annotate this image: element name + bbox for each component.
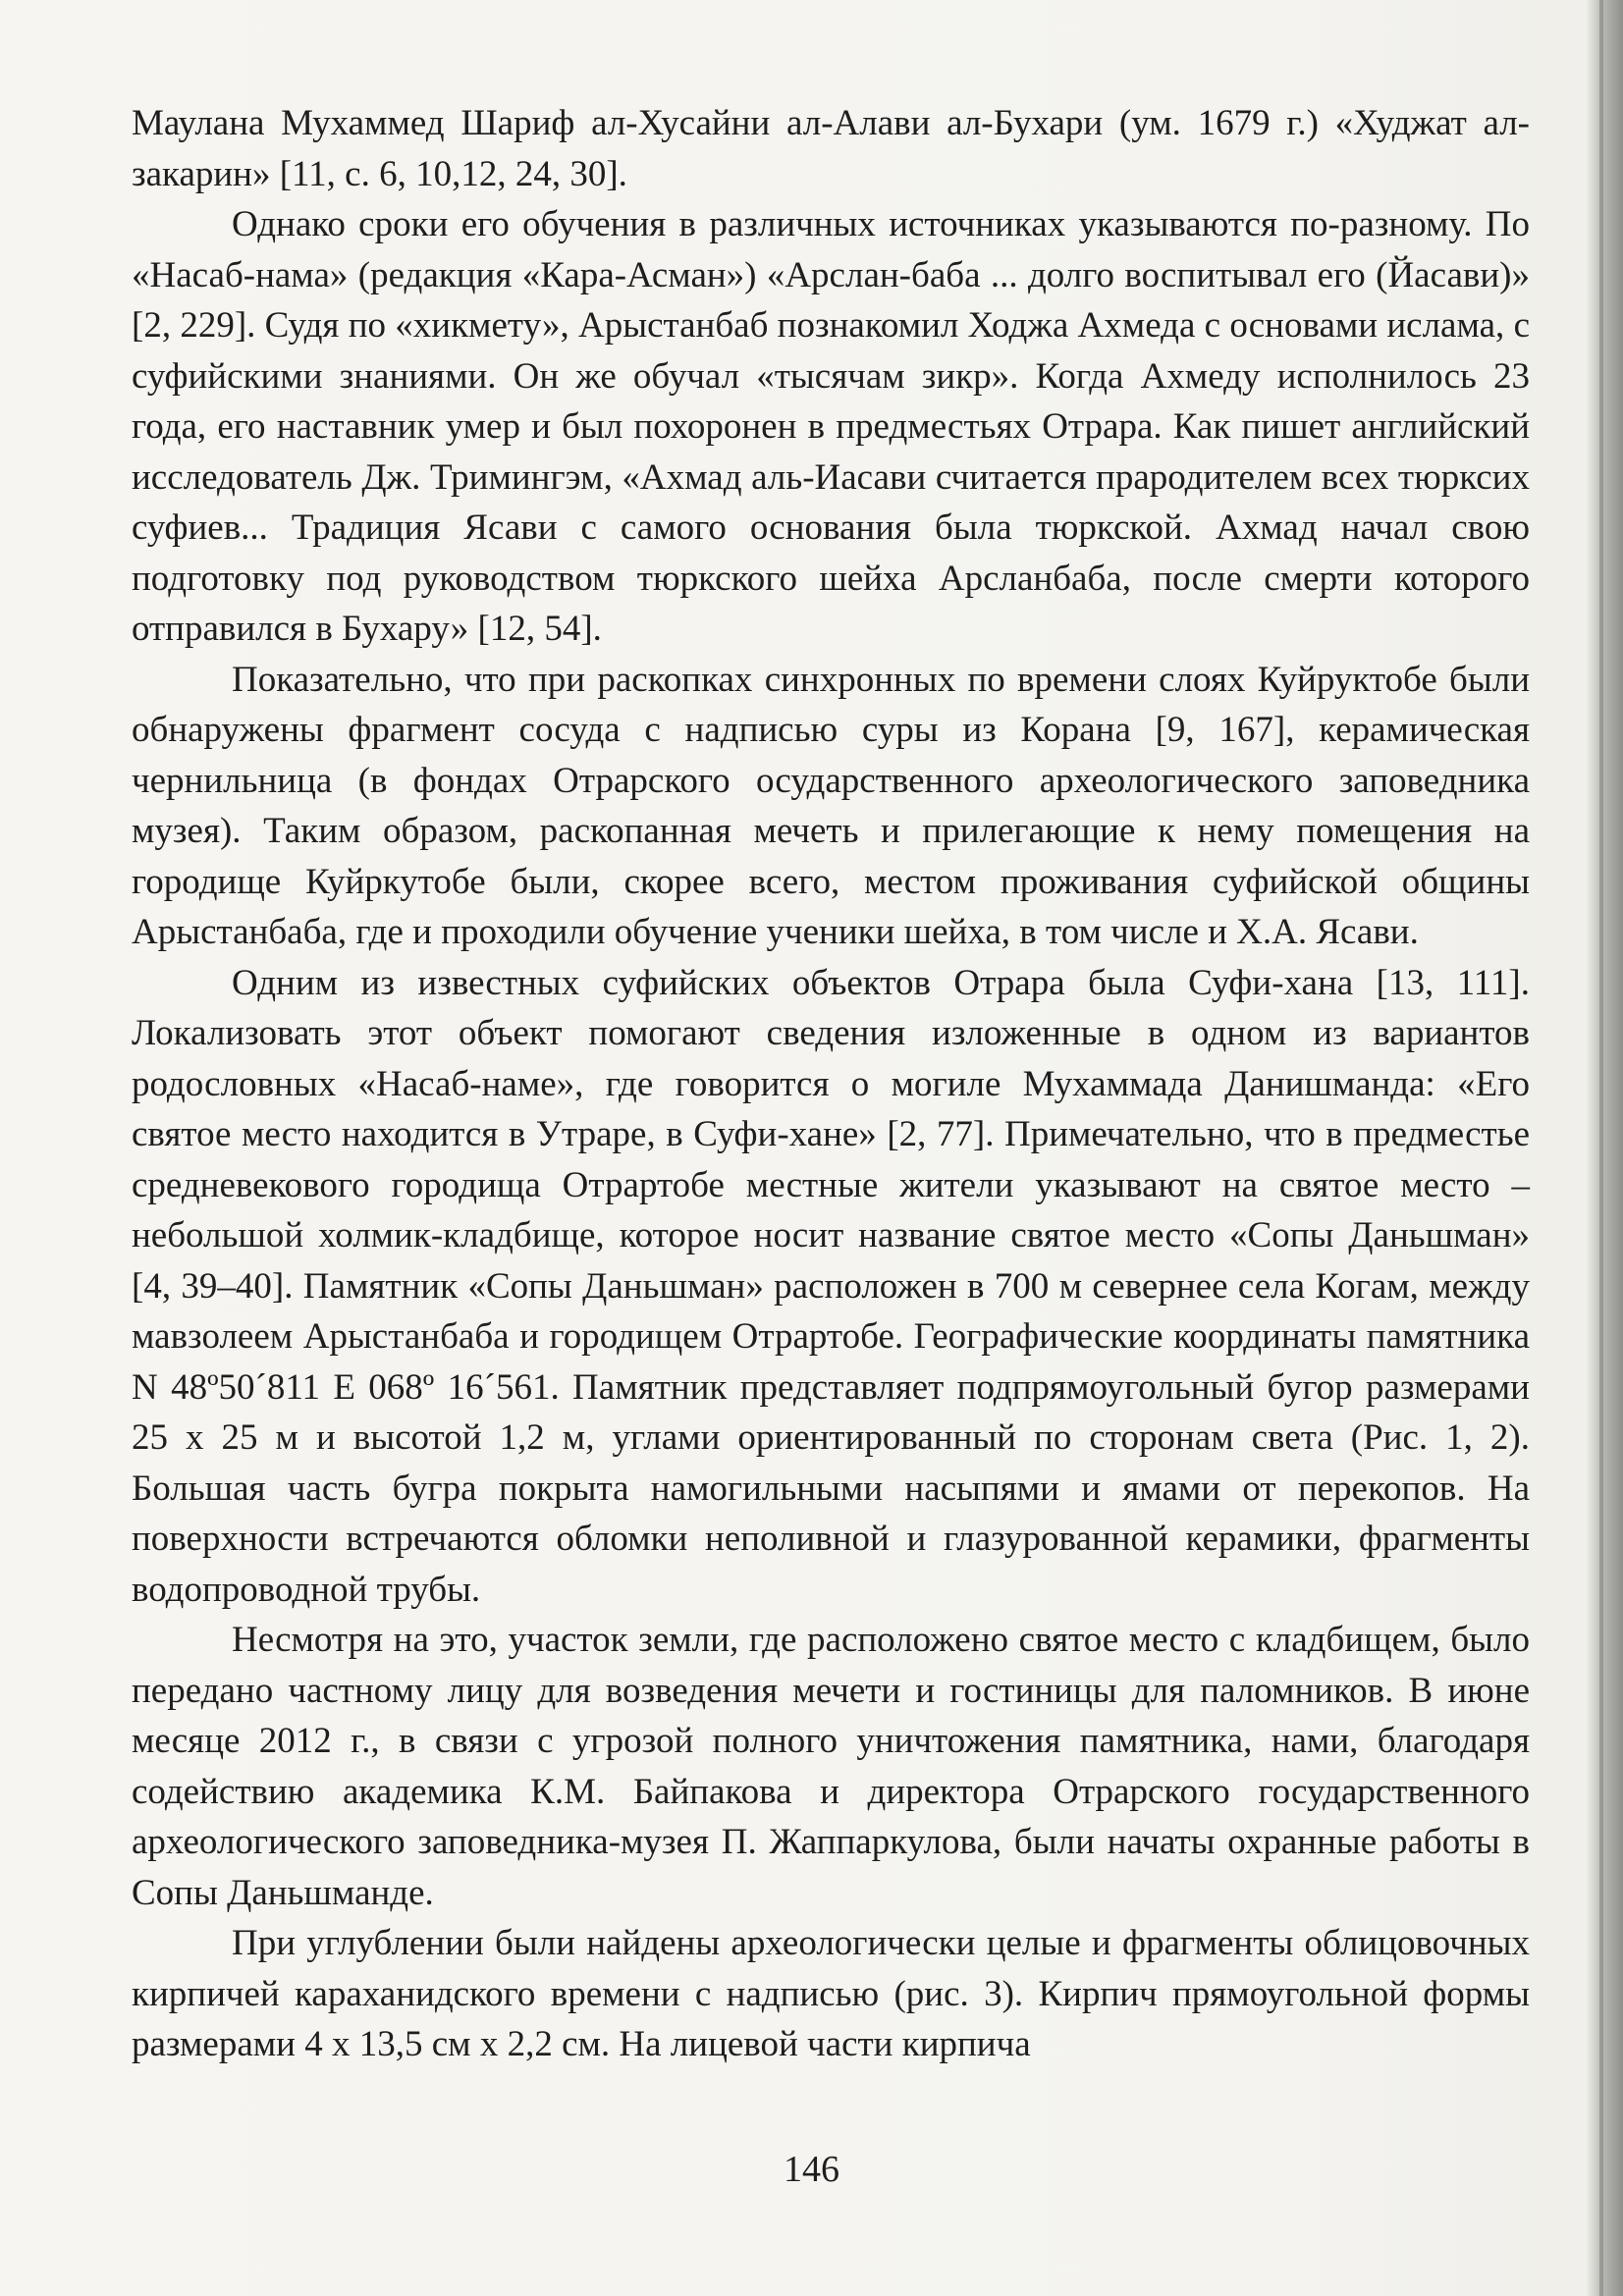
paragraph-5: Несмотря на это, участок земли, где расположено святое место с кладбищем, было передано частному лицу для возведения мечети и гостиницы для паломников. В июне месяце 2012 г., в связи с угрозой полного уничтожения памятника, нами, благодаря содействию академика К.М. Байпакова и директора Отрарского государственного археологического заповедника-музея П. Жаппаркулова, были начаты охранные работы в Сопы Даньшманде. — [132, 1620, 1530, 1913]
paragraph-4: Одним из известных суфийских объектов Отрара была Суфи-хана [13, 111]. Локализовать этот объект помогают сведения изложенные в одном из вариантов родословных «Насаб-наме», где говорится о могиле Мухаммада Данишманда: «Его святое место находится в Утраре, в Суфи-хане» [2, 77]. Примечательно, что в предместье средневекового городища Отрартобе местные жители указывают на святое место – небольшой холмик-кладбище, которое носит название святое место «Сопы Даньшман» [4, 39–40]. Памятник «Сопы Даньшман» расположен в 700 м севернее села Когам, между мавзолеем Арыстанбаба и городищем Отрартобе. Географические координаты памятника N 48º50´811 E 068º 16´561. Памятник представляет подпрямоугольный бугор размерами 25 х 25 м и высотой 1,2 м, углами ориентированный по сторонам света (Рис. 1, 2). Большая часть бугра покрыта намогильными насыпями и ямами от перекопов. На поверхности встречаются обломки неполивной и глазурованной керамики, фрагменты водопроводной трубы. — [132, 962, 1530, 1610]
paragraph-6: При углублении были найдены археологически целые и фрагменты облицовочных кирпичей караханидского времени с надписью (рис. 3). Кирпич прямоугольной формы размерами 4 х 13,5 см х 2,2 см. На лицевой части кирпича — [132, 1923, 1530, 2064]
spine-edge-line — [1599, 0, 1603, 2296]
paragraph-1: Маулана Мухаммед Шариф ал-Хусайни ал-Алави ал-Бухари (ум. 1679 г.) «Худжат ал-закарин» [11, с. 6, 10,12, 24, 30]. — [132, 103, 1530, 194]
paragraph-2: Однако сроки его обучения в различных источниках указываются по-разному. По «Насаб-нама» (редакция «Кара-Асман») «Арслан-баба ... долго воспитывал его (Йасави)» [2, 229]. Судя по «хикмету», Арыстанбаб познакомил Ходжа Ахмеда с основами ислама, с суфийскими знаниями. Он же обучал «тысячам зикр». Когда Ахмеду исполнилось 23 года, его наставник умер и был похоронен в предместьях Отрара. Как пишет английский исследователь Дж. Тримингэм, «Ахмад аль-Иасави считается прародителем всех тюрксих суфиев... Традиция Ясави с самого основания была тюркской. Ахмад начал свою подготовку под руководством тюркского шейха Арсланбаба, после смерти которого отправился в Бухару» [12, 54]. — [132, 204, 1530, 649]
page-number: 146 — [784, 2149, 839, 2190]
paragraph-3: Показательно, что при раскопках синхронных по времени слоях Куйруктобе были обнаружены фрагмент сосуда с надписью суры из Корана [9, 167], керамическая чернильница (в фондах Отрарского осударственного археологического заповедника музея). Таким образом, раскопанная мечеть и прилегающие к нему помещения на городище Куйркутобе были, скорее всего, местом проживания суфийской общины Арыстанбаба, где и проходили обучение ученики шейха, в том числе и Х.А. Ясави. — [132, 659, 1530, 952]
body-text — [132, 98, 1530, 2070]
book-spine-shadow — [1586, 0, 1623, 2296]
